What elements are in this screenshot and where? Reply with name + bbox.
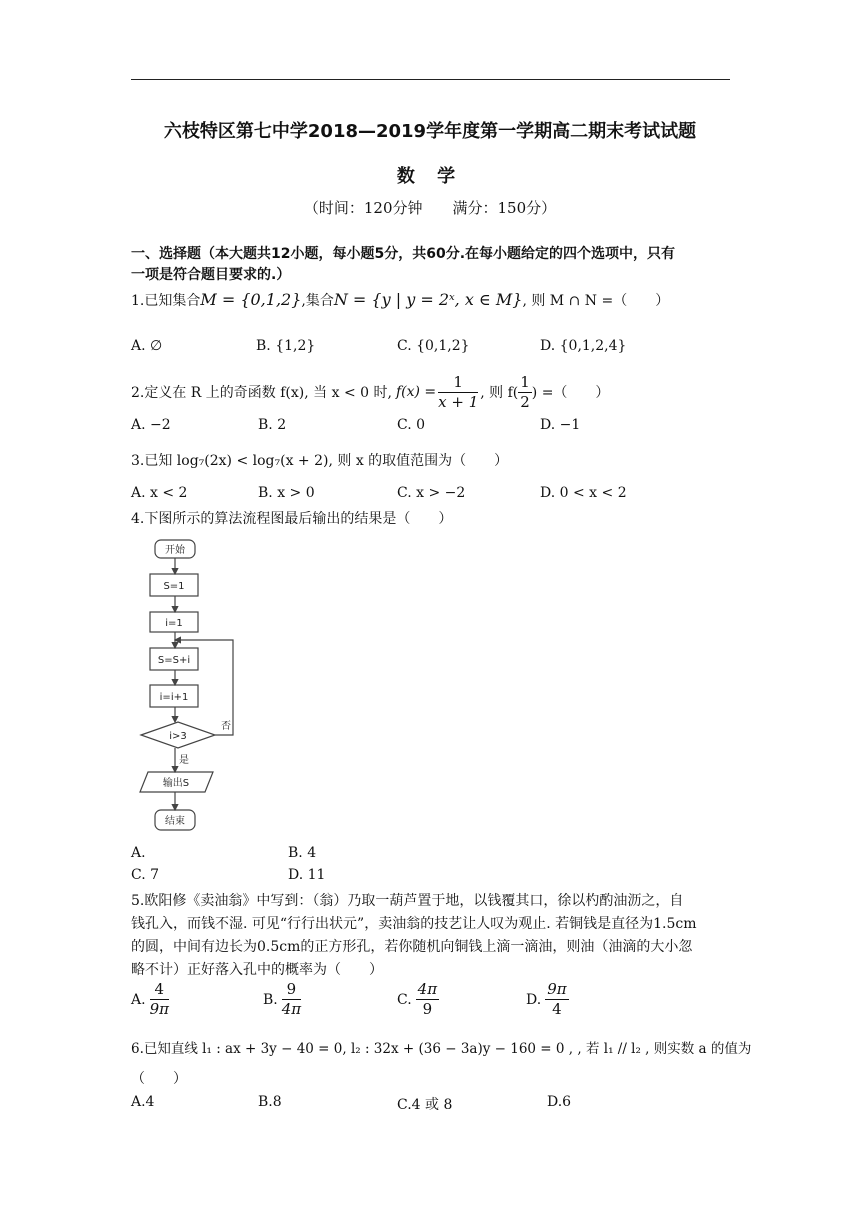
q4-option-a: A. [131,845,146,861]
q2-ask: ) =（ ） [531,385,610,401]
flow-s-init-label: S=1 [163,581,185,592]
flow-condition-label: i>3 [169,731,187,742]
q2-frac-num: 1 [438,373,478,393]
algorithm-flowchart [133,530,243,835]
q5-option-d-label: D. [526,991,542,1008]
q2-then: , 则 f( [480,385,519,401]
q5-option-b-label: B. [263,991,278,1008]
q5-a-den: 9π [149,1000,169,1018]
question-5-line4: 略不计）正好落入孔中的概率为（ ） [131,962,383,978]
question-6-line2: （ ） [131,1071,187,1087]
time-info: （时间：120分钟 满分：150分） [303,199,557,217]
q2-option-b: B. 2 [258,417,287,433]
q5-b-num: 9 [282,980,301,1000]
q2-fx: f(x) = [395,384,437,400]
q5-option-b-frac [282,980,301,1019]
q6-option-c: C.4 或 8 [397,1097,453,1113]
q2-arg-num: 1 [520,372,530,391]
section-heading-line2: 一项是符合题目要求的.） [131,267,291,283]
q5-option-c [397,980,439,1019]
q3-option-b: B. x > 0 [258,485,315,501]
flow-no-label: 否 [221,721,231,732]
q2-option-a: A. −2 [131,417,171,433]
q4-option-d: D. 11 [288,867,326,883]
flow-output-label: 输出S [162,778,190,789]
q5-option-d [526,980,569,1019]
q2-option-d: D. −1 [540,417,581,433]
q2-prefix: 2.定义在 R 上的奇函数 f(x), 当 x < 0 时, [131,385,392,401]
flow-start-label: 开始 [165,545,185,556]
q2-arg-den: 2 [520,392,530,411]
q5-option-c-frac [416,980,439,1019]
exam-title: 六枝特区第七中学2018—2019学年度第一学期高二期末考试试题 [163,121,697,142]
q5-a-num: 4 [150,980,169,1000]
section-heading-line1: 一、选择题（本大题共12小题，每小题5分，共60分.在每小题给定的四个选项中，只有 [131,246,676,262]
q1-option-a: A. ∅ [131,338,163,354]
q5-option-a-label: A. [131,991,146,1008]
q5-c-den: 9 [422,1000,433,1018]
question-5-line1: 5.欧阳修《卖油翁》中写到：（翁）乃取一葫芦置于地，以钱覆其口，徐以杓酌油沥之，自 [131,893,684,909]
q2-frac-den: x + 1 [438,392,479,411]
q4-option-c: C. 7 [131,867,160,883]
q3-option-a: A. x < 2 [131,485,188,501]
q5-d-num: 9π [547,980,567,998]
q2-arg-fraction [518,373,532,412]
q1-ask: , 则 M ∩ N =（ ） [522,293,670,309]
question-1 [131,290,669,310]
q1-set-n: N = {y | y = 2ˣ, x ∈ M} [333,290,523,309]
q3-option-c: C. x > −2 [397,485,466,501]
subject-title: 数 学 [396,166,464,187]
question-2 [131,370,609,414]
q1-prefix: 1.已知集合 [131,293,201,309]
q2-fraction [438,373,478,412]
q6-option-a: A.4 [131,1094,155,1110]
q5-option-d-frac [545,980,568,1019]
flow-yes-label: 是 [179,755,189,766]
q1-set-m: M = {0,1,2} [200,290,302,309]
q1-option-c: C. {0,1,2} [397,338,470,354]
q6-option-b: B.8 [258,1094,282,1110]
q6-option-d: D.6 [547,1094,572,1110]
q1-option-b: B. {1,2} [256,338,316,354]
flow-s-update-label: S=S+i [157,655,191,666]
flow-i-init-label: i=1 [165,618,183,629]
question-3: 3.已知 log₇(2x) < log₇(x + 2), 则 x 的取值范围为（ ） [131,453,509,469]
q1-mid: ,集合 [301,293,334,309]
q5-option-b [263,980,301,1019]
q5-option-a-frac [150,980,169,1019]
question-5-line2: 钱孔入，而钱不湿. 可见“行行出状元”，卖油翁的技艺让人叹为观止. 若铜钱是直径为1.5cm [131,916,697,932]
flow-i-update-label: i=i+1 [159,692,189,703]
flow-end-label: 结束 [165,816,185,827]
q3-option-d: D. 0 < x < 2 [540,485,627,501]
question-5-line3: 的圆，中间有边长为0.5cm的正方形孔，若你随机向铜钱上滴一滴油，则油（油滴的大小忽 [131,939,693,955]
question-4: 4.下图所示的算法流程图最后输出的结果是（ ） [131,511,453,527]
q1-option-d: D. {0,1,2,4} [540,338,627,354]
header-rule [131,79,730,80]
question-6-line1: 6.已知直线 l₁ : ax + 3y − 40 = 0, l₂ : 32x + (36 − 3a)y − 160 = 0 , , 若 l₁ // l₂ , 则实数 a 的值为 [131,1041,752,1057]
q5-option-a [131,980,169,1019]
q5-c-num: 4π [417,980,438,998]
q2-option-c: C. 0 [397,417,426,433]
q4-option-b: B. 4 [288,845,317,861]
q5-option-c-label: C. [397,991,412,1008]
q5-b-den: 4π [281,1000,302,1018]
q5-d-den: 4 [552,1000,562,1018]
